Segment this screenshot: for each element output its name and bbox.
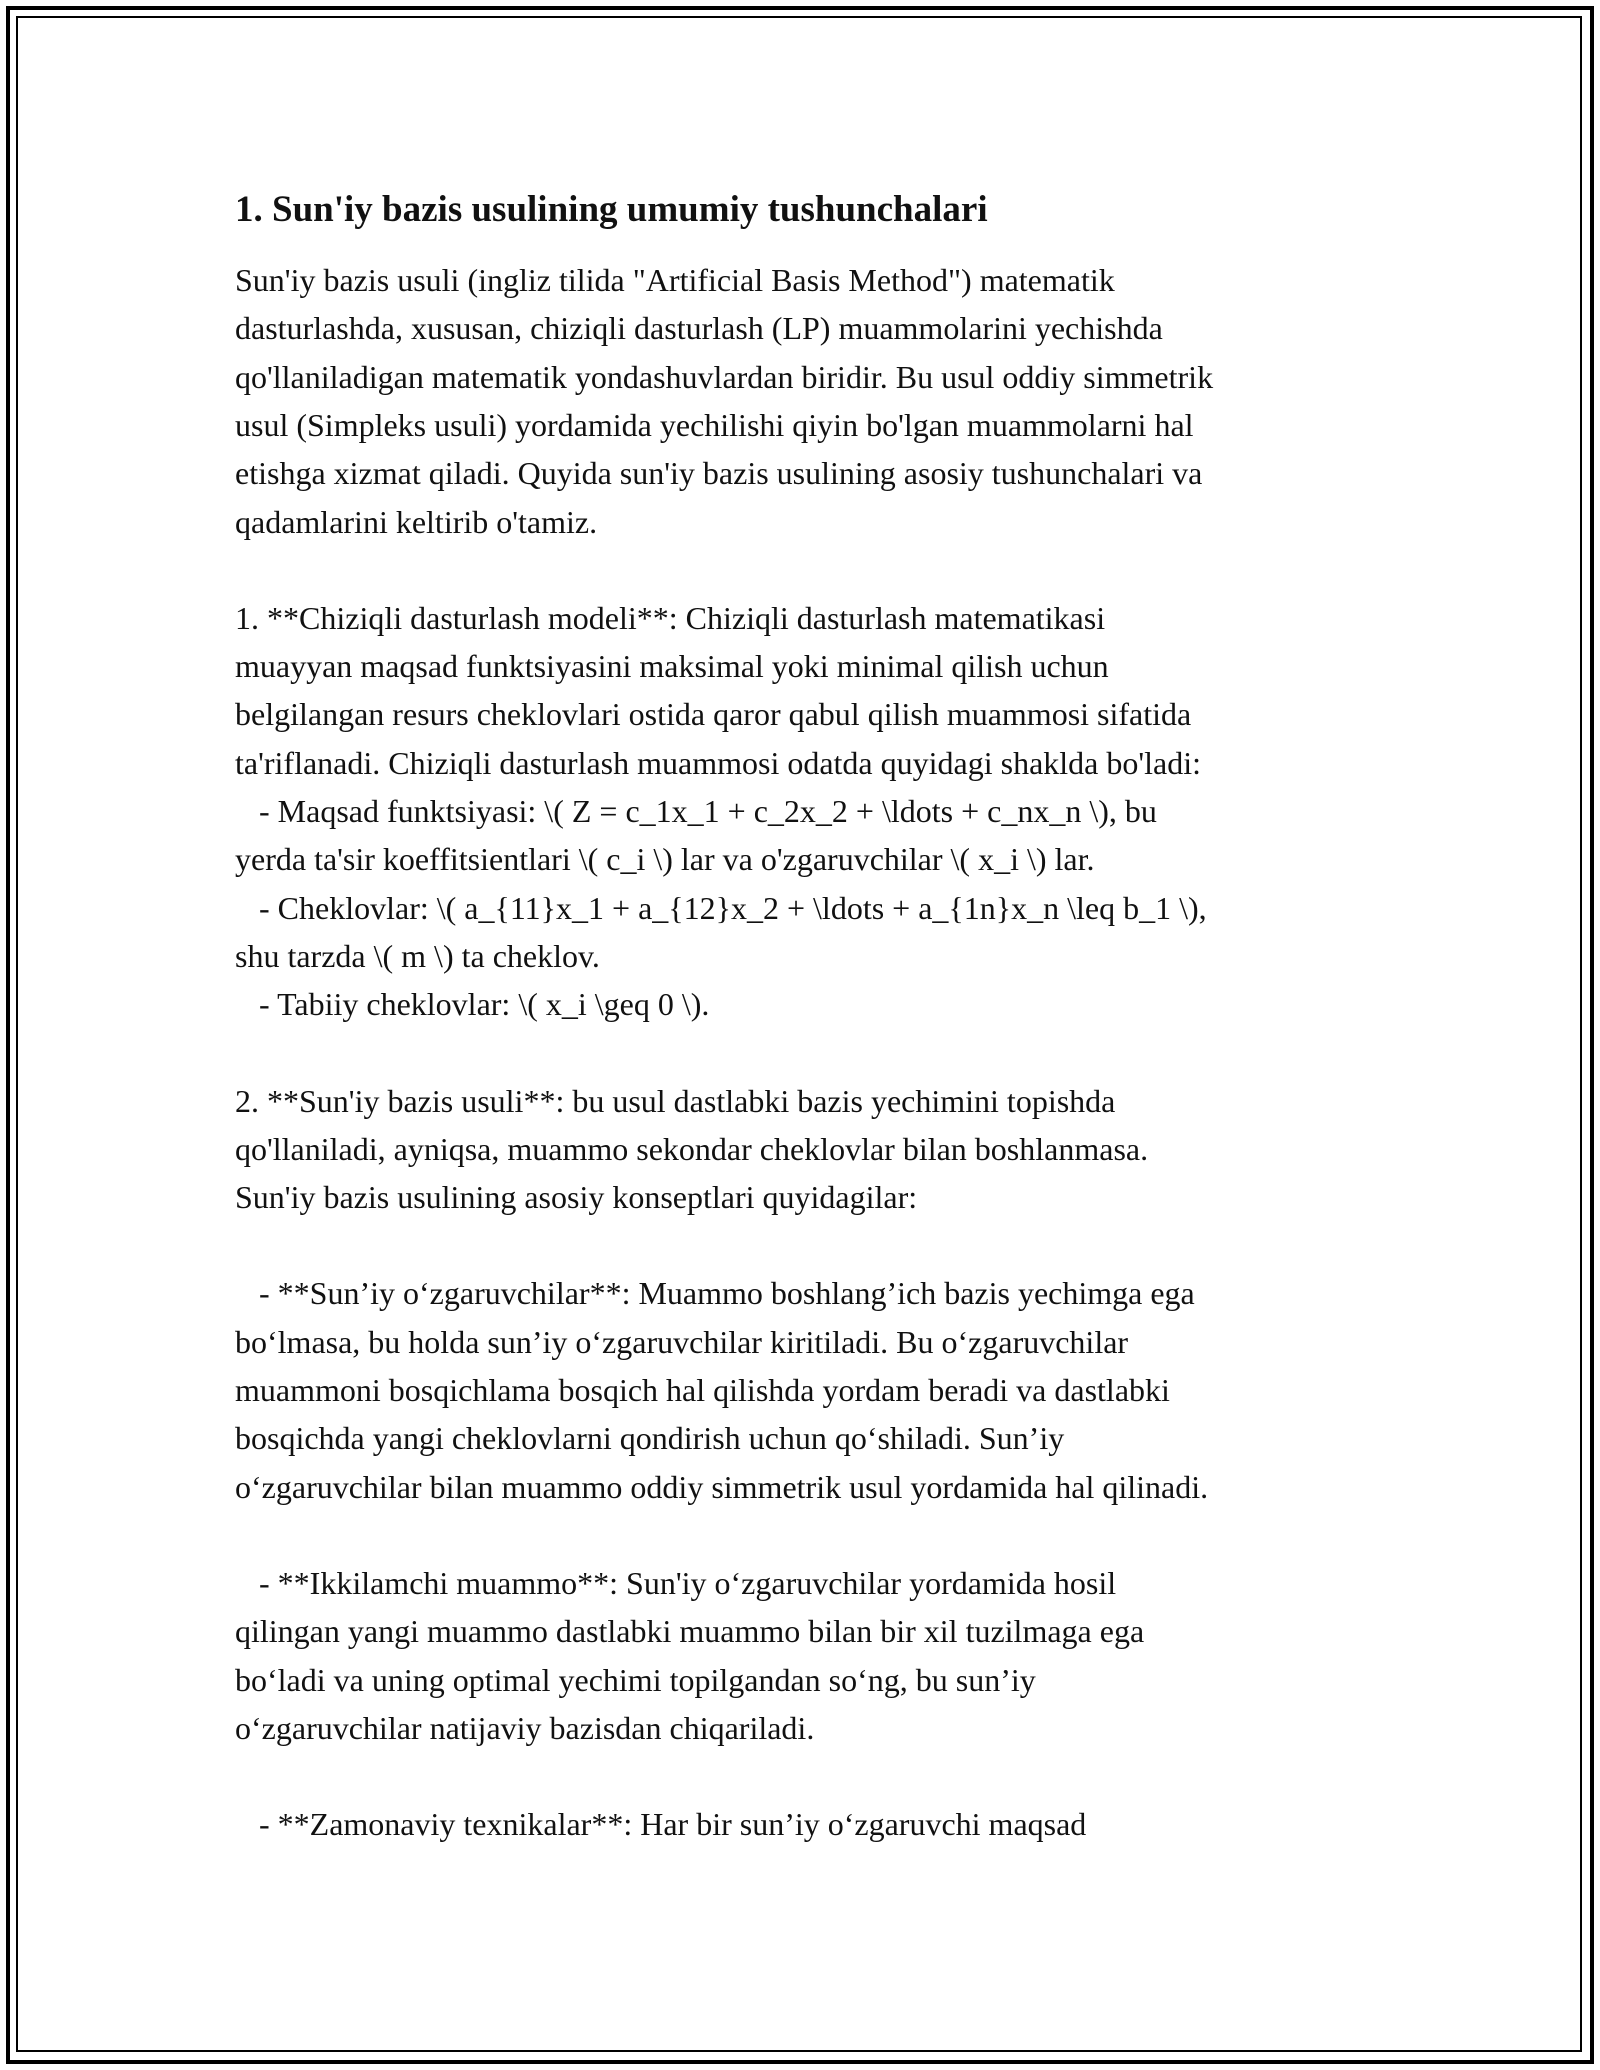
text-line: shu tarzda \( m \) ta cheklov. [235, 937, 600, 974]
text-line: dasturlashda, xususan, chiziqli dasturlash (LP) muammolarini yechishda [235, 310, 1163, 347]
dual-problem-paragraph [235, 1559, 1385, 1752]
lp-model-paragraph [235, 594, 1385, 1029]
text-line: etishga xizmat qiladi. Quyida sun'iy bazis usulining asosiy tushunchalari va [235, 455, 1203, 492]
text-line: - Maqsad funktsiyasi: \( Z = c_1x_1 + c_2x_2 + \ldots + c_nx_n \), bu [235, 793, 1157, 830]
document-body [235, 186, 1385, 1896]
text-line: 1. **Chiziqli dasturlash modeli**: Chiziqli dasturlash matematikasi [235, 599, 1106, 636]
text-line: muayyan maqsad funktsiyasini maksimal yoki minimal qilish uchun [235, 648, 1109, 685]
text-line: belgilangan resurs cheklovlari ostida qaror qabul qilish muammosi sifatida [235, 696, 1192, 733]
text-line: - **Sun’iy o‘zgaruvchilar**: Muammo boshlang’ich bazis yechimga ega [235, 1275, 1195, 1312]
text-line: 2. **Sun'iy bazis usuli**: bu usul dastlabki bazis yechimini topishda [235, 1082, 1116, 1119]
text-line: bo‘ladi va uning optimal yechimi topilgandan so‘ng, bu sun’iy [235, 1661, 1036, 1698]
text-line: Sun'iy bazis usulining asosiy konseptlari quyidagilar: [235, 1179, 918, 1216]
text-line: muammoni bosqichlama bosqich hal qilishda yordam beradi va dastlabki [235, 1372, 1170, 1409]
artificial-variables-paragraph [235, 1269, 1385, 1510]
text-line: - Tabiiy cheklovlar: \( x_i \geq 0 \). [235, 986, 710, 1023]
text-line: yerda ta'sir koeffitsientlari \( c_i \) lar va o'zgaruvchilar \( x_i \) lar. [235, 841, 1095, 878]
text-line: - **Ikkilamchi muammo**: Sun'iy o‘zgaruvchilar yordamida hosil [235, 1564, 1117, 1601]
artificial-basis-paragraph [235, 1077, 1385, 1222]
text-line: qo'llaniladigan matematik yondashuvlardan biridir. Bu usul oddiy simmetrik [235, 358, 1214, 395]
text-line: bo‘lmasa, bu holda sun’iy o‘zgaruvchilar kiritiladi. Bu o‘zgaruvchilar [235, 1323, 1129, 1360]
text-line: qo'llaniladi, ayniqsa, muammo sekondar cheklovlar bilan boshlanmasa. [235, 1130, 1149, 1167]
text-line: o‘zgaruvchilar natijaviy bazisdan chiqariladi. [235, 1709, 815, 1746]
text-line: o‘zgaruvchilar bilan muammo oddiy simmetrik usul yordamida hal qilinadi. [235, 1468, 1209, 1505]
section-heading: 1. Sun'iy bazis usulining umumiy tushunchalari [235, 189, 988, 230]
text-line: usul (Simpleks usuli) yordamida yechilishi qiyin bo'lgan muammolarni hal [235, 406, 1194, 443]
text-line: ta'riflanadi. Chiziqli dasturlash muammosi odatda quyidagi shaklda bo'ladi: [235, 744, 1201, 781]
text-line: qadamlarini keltirib o'tamiz. [235, 503, 598, 540]
modern-techniques-paragraph [235, 1800, 1385, 1848]
text-line: - **Zamonaviy texnikalar**: Har bir sun’iy o‘zgaruvchi maqsad [235, 1806, 1087, 1843]
text-line: bosqichda yangi cheklovlarni qondirish uchun qo‘shiladi. Sun’iy [235, 1420, 1065, 1457]
text-line: - Cheklovlar: \( a_{11}x_1 + a_{12}x_2 + \ldots + a_{1n}x_n \leq b_1 \), [235, 889, 1207, 926]
text-line: qilingan yangi muammo dastlabki muammo bilan bir xil tuzilmaga ega [235, 1613, 1145, 1650]
intro-paragraph [235, 256, 1385, 546]
text-line: Sun'iy bazis usuli (ingliz tilida "Artificial Basis Method") matematik [235, 262, 1115, 299]
